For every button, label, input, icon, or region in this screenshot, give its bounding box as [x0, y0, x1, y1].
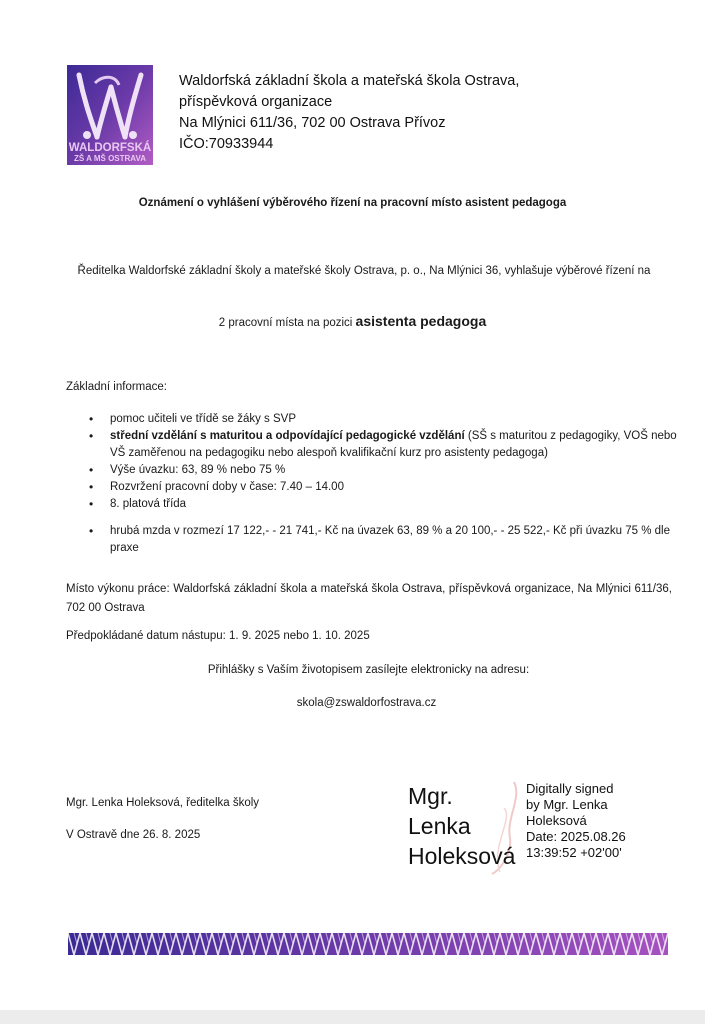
info-list: [89, 411, 679, 557]
workplace-paragraph: Místo výkonu práce: Waldorfská základní škola a mateřská škola Ostrava, příspěvková organizace, Na Mlýnici 611/36, 702 00 Ostrava: [66, 583, 672, 614]
list-item: [89, 496, 679, 513]
signature-detail-line: Digitally signed: [526, 781, 614, 796]
positions-line: [0, 313, 705, 329]
signature-name-line: Holeksová: [408, 843, 516, 869]
intro-paragraph: Ředitelka Waldorfské základní školy a mateřské školy Ostrava, p. o., Na Mlýnici 36, vyhlašuje výběrové řízení na: [77, 265, 651, 277]
list-item: [89, 411, 679, 428]
school-logo: [67, 65, 153, 165]
list-item: [89, 479, 679, 496]
list-item-text: Výše úvazku: 63, 89 % nebo 75 %: [110, 464, 286, 476]
list-item: [89, 462, 679, 479]
document-title: Oznámení o vyhlášení výběrového řízení na pracovní místo asistent pedagoga: [138, 197, 567, 209]
school-header: [179, 71, 519, 155]
basic-info-label: Základní informace:: [66, 381, 167, 393]
list-item: [89, 523, 679, 557]
list-item-text: (SŠ s maturitou z pedagogiky, VOŠ nebo VŠ zaměřenou na pedagogiku nebo alespoň kvalifikační kurz pro asistenty pedagoga): [110, 430, 677, 459]
list-item-text: hrubá mzda v rozmezí 17 122,- - 21 741,- Kč na úvazek 63, 89 % a 20 100,- - 25 522,- Kč při úvazku 75 % dle praxe: [110, 525, 670, 554]
signature-detail-line: by Mgr. Lenka: [526, 797, 608, 812]
header-line-1: Waldorfská základní škola a mateřská škola Ostrava,: [179, 73, 520, 89]
digital-signature-name: [408, 781, 515, 871]
positions-prefix: 2 pracovní místa na pozici: [218, 317, 356, 329]
list-item-text: pomoc učiteli ve třídě se žáky s SVP: [110, 413, 296, 425]
place-date: V Ostravě dne 26. 8. 2025: [66, 829, 201, 841]
header-line-4: IČO:70933944: [179, 136, 274, 152]
list-item-bold: střední vzdělání s maturitou a odpovídající pedagogické vzdělání: [110, 430, 465, 442]
header-line-2: příspěvková organizace: [179, 94, 333, 110]
list-item: [89, 428, 679, 462]
digital-signature-details: [526, 781, 626, 861]
signature-detail-line: Date: 2025.08.26: [526, 829, 626, 844]
signature-detail-line: 13:39:52 +02'00': [526, 845, 622, 860]
logo-text-2: ZŠ A MŠ OSTRAVA: [74, 154, 146, 163]
signature-name-line: Mgr.: [408, 783, 453, 809]
signature-name-line: Lenka: [408, 813, 471, 839]
positions-role: asistenta pedagoga: [355, 313, 487, 329]
header-line-3: Na Mlýnici 611/36, 702 00 Ostrava Přívoz: [179, 115, 446, 131]
decorative-footer-band: [68, 933, 668, 955]
logo-text-1: WALDORFSKÁ: [68, 142, 152, 154]
list-item-text: Rozvržení pracovní doby v čase: 7.40 – 14.00: [110, 481, 344, 493]
contact-email: skola@zswaldorfostrava.cz: [296, 697, 437, 709]
signer-name: Mgr. Lenka Holeksová, ředitelka školy: [66, 797, 260, 809]
apply-instructions: Přihlášky s Vaším životopisem zasílejte elektronicky na adresu:: [207, 664, 530, 676]
list-item-text: 8. platová třída: [110, 498, 187, 510]
start-date: Předpokládané datum nástupu: 1. 9. 2025 nebo 1. 10. 2025: [66, 630, 370, 642]
signature-detail-line: Holeksová: [526, 813, 587, 828]
